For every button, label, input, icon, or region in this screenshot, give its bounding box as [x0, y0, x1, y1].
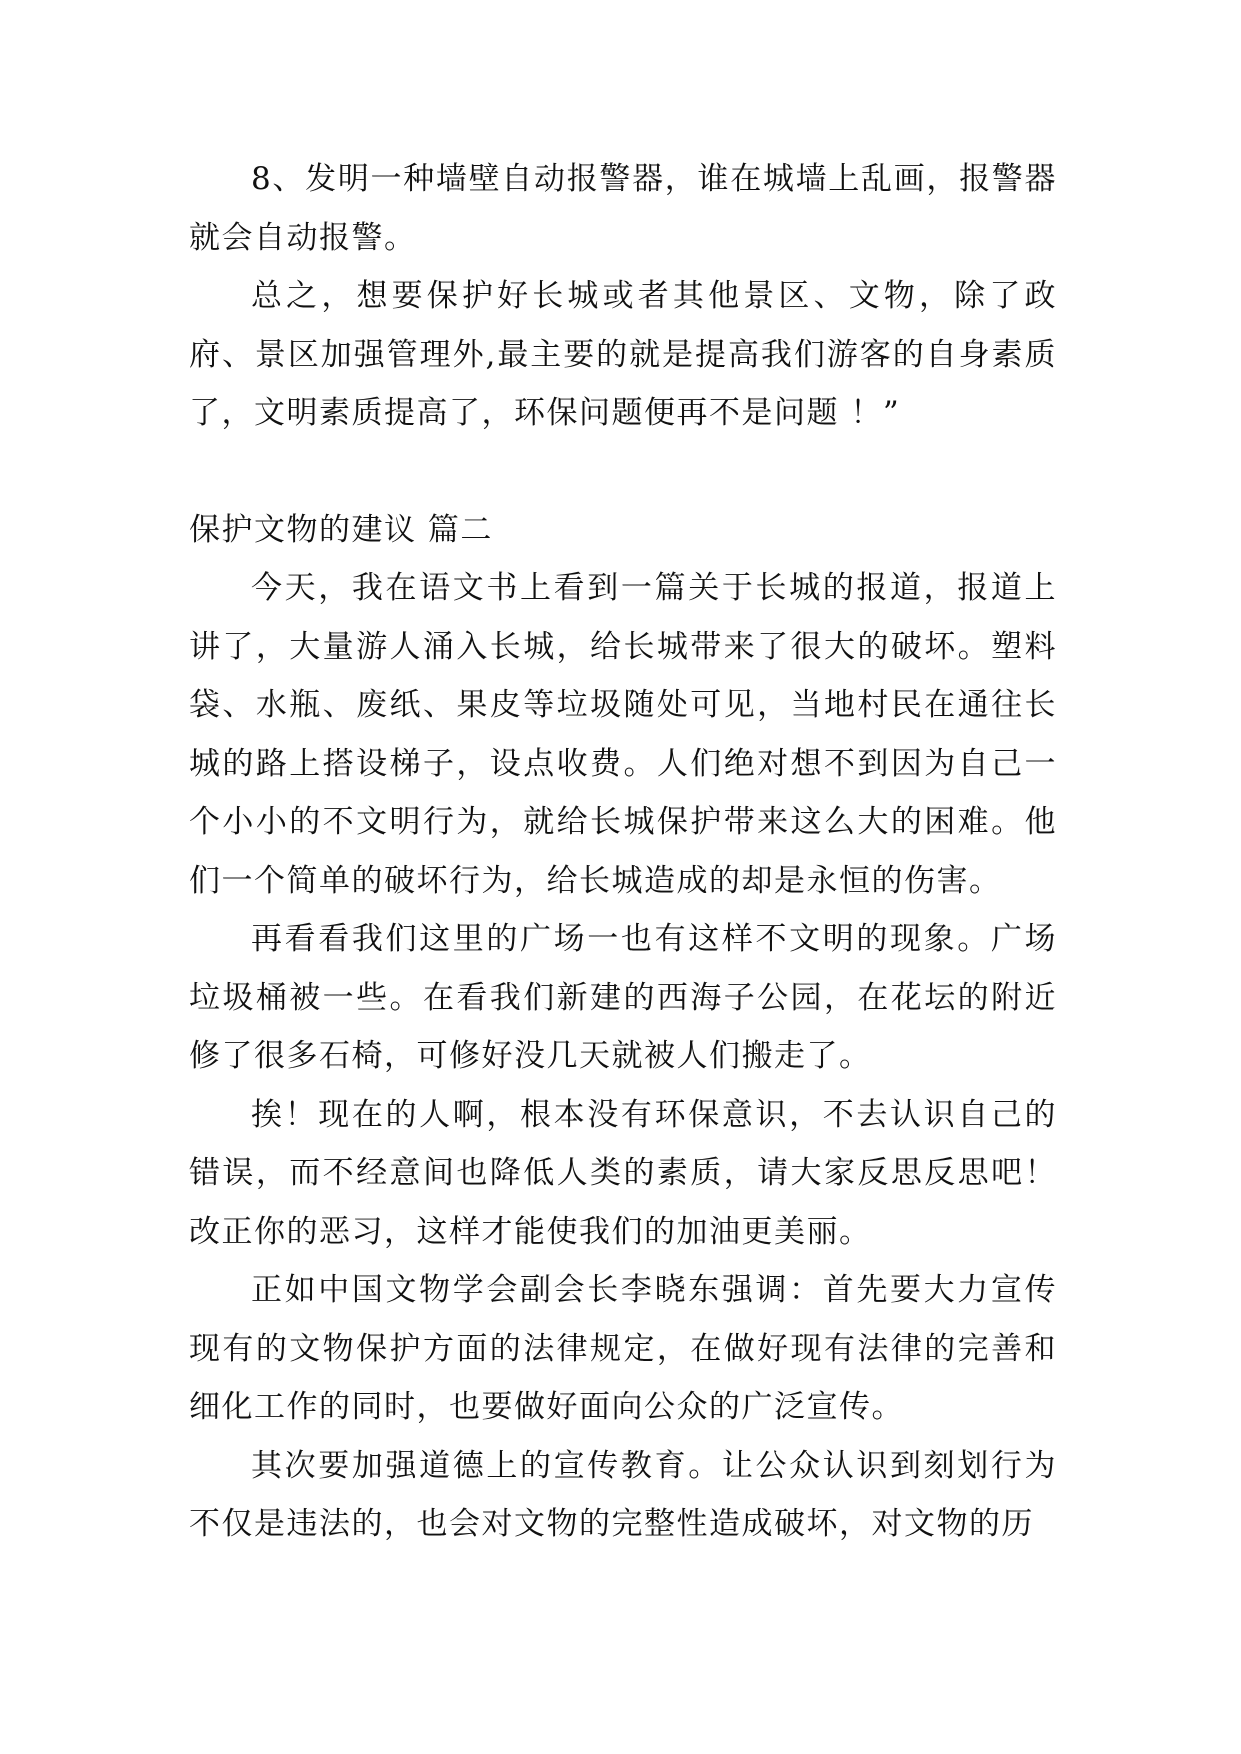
paragraph-legal-publicity: 正如中国文物学会副会长李晓东强调：首先要大力宣传现有的文物保护方面的法律规定，在做好现有法律的完善和细化工作的同时，也要做好面向公众的广泛宣传。	[189, 1272, 1057, 1425]
paragraph-item-8: 8、发明一种墙壁自动报警器，谁在城墙上乱画，报警器就会自动报警。	[189, 161, 1057, 256]
section-title: 保护文物的建议 篇二	[189, 511, 493, 548]
document-body	[189, 150, 1057, 1554]
paragraph-summary: 总之，想要保护好长城或者其他景区、文物，除了政府、景区加强管理外,最主要的就是提高我们游客的自身素质了，文明素质提高了，环保问题便再不是问题 ！”	[189, 278, 1057, 431]
paragraph-local-square: 再看看我们这里的广场一也有这样不文明的现象。广场垃圾桶被一些。在看我们新建的西海子公园，在花坛的附近修了很多石椅，可修好没几天就被人们搬走了。	[189, 921, 1057, 1074]
paragraph-reflection: 挨！现在的人啊，根本没有环保意识，不去认识自己的错误，而不经意间也降低人类的素质，请大家反思反思吧！改正你的恶习，这样才能使我们的加油更美丽。	[189, 1096, 1057, 1250]
paragraph-great-wall-report: 今天，我在语文书上看到一篇关于长城的报道，报道上讲了，大量游人涌入长城，给长城带来了很大的破坏。塑料袋、水瓶、废纸、果皮等垃圾随处可见，当地村民在通往长城的路上搭设梯子，设点收费。人们绝对想不到因为自己一个小小的不文明行为，就给长城保护带来这么大的困难。他们一个简单的破坏行为，给长城造成的却是永恒的伤害。	[189, 570, 1057, 899]
section-gap	[189, 443, 1057, 501]
paragraph-moral-education: 其次要加强道德上的宣传教育。让公众认识到刻划行为不仅是违法的，也会对文物的完整性造成破坏，对文物的历	[189, 1447, 1057, 1542]
